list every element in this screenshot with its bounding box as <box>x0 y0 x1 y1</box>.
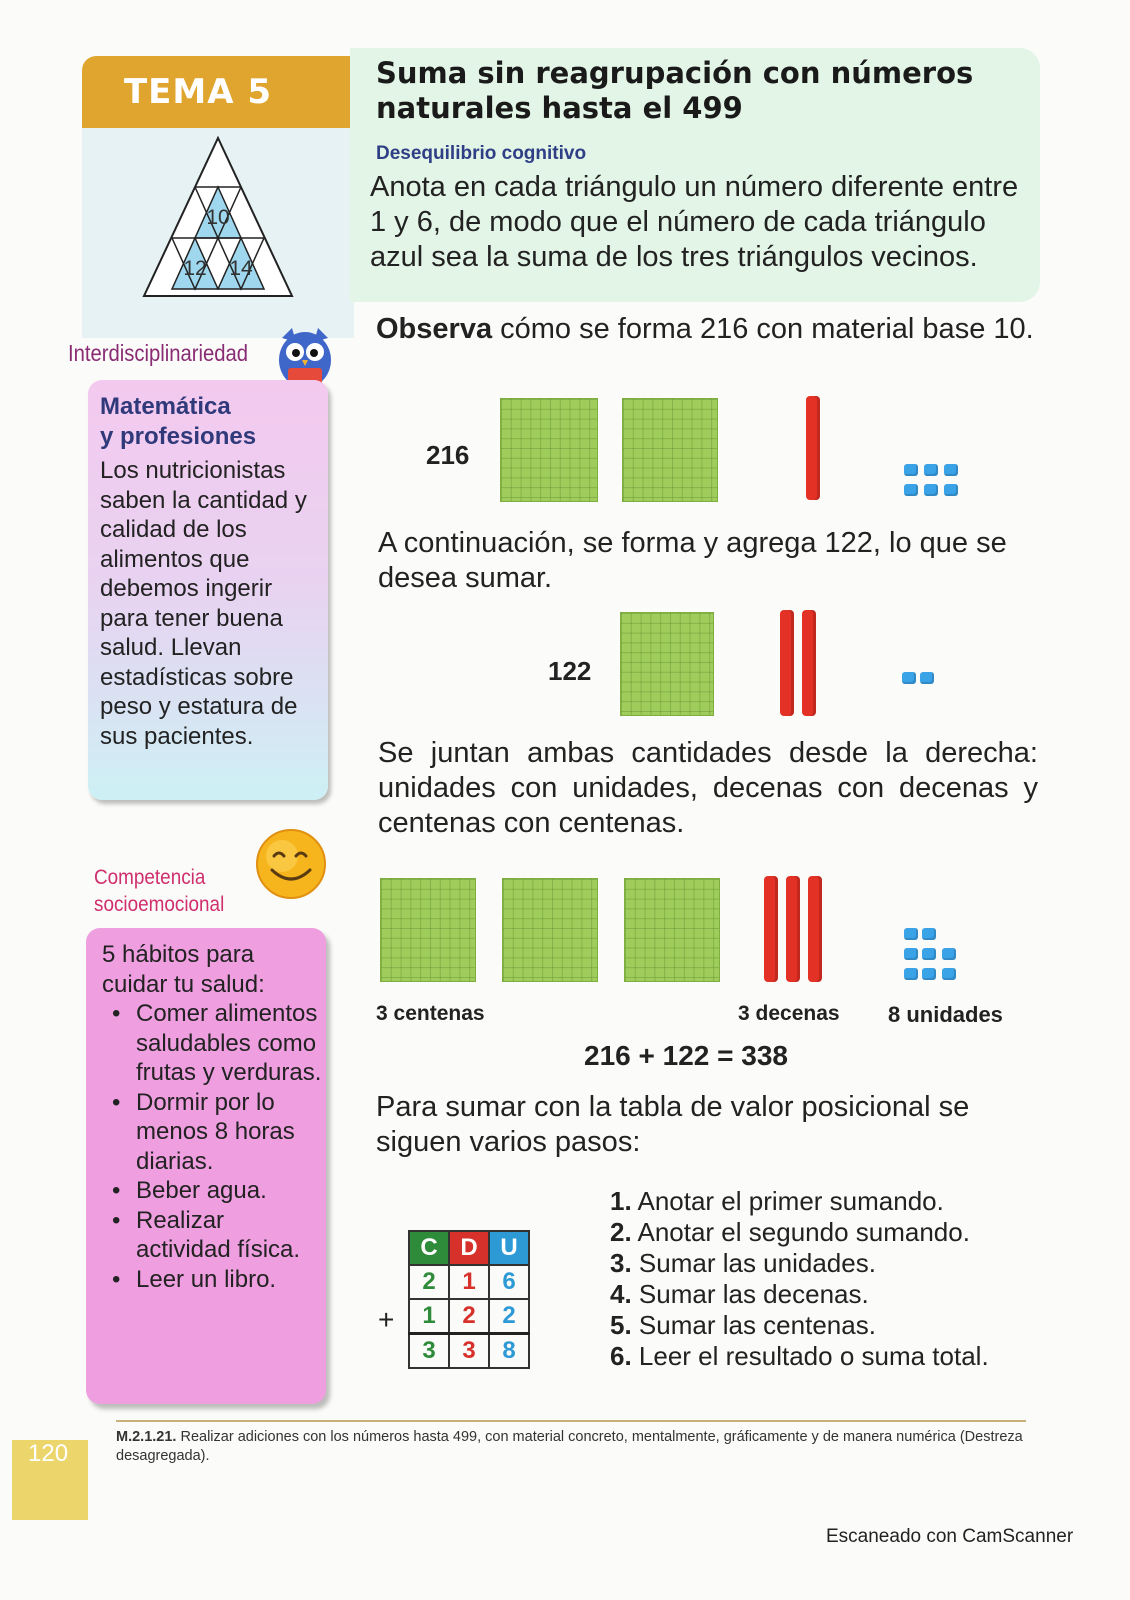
header-c: C <box>409 1231 449 1265</box>
step-item <box>610 1310 989 1341</box>
label-122: 122 <box>548 656 592 686</box>
unit-cube <box>924 484 938 496</box>
footer-standard <box>116 1428 1036 1466</box>
step-text: Anotar el primer sumando. <box>637 1186 944 1216</box>
table-row <box>409 1299 529 1334</box>
join-paragraph: Se juntan ambas cantidades desde la derecha: unidades con unidades, decenas con decenas y centenas con centenas. <box>378 737 1038 839</box>
footer-divider <box>116 1420 1026 1422</box>
triangle-number-left: 12 <box>183 257 207 280</box>
table-cell: 8 <box>489 1334 529 1369</box>
unit-cube <box>904 928 918 940</box>
competence-label-line1: Competencia <box>94 866 206 889</box>
tema-label: TEMA 5 <box>123 72 273 112</box>
footer-code: M.2.1.21. <box>116 1429 177 1445</box>
professions-title-line2: y profesiones <box>100 423 257 450</box>
unit-cube <box>942 968 956 980</box>
unit-cube <box>904 464 918 476</box>
step-item <box>610 1341 989 1372</box>
ten-rod <box>764 876 778 982</box>
table-cell: 2 <box>449 1299 489 1334</box>
table-row <box>409 1265 529 1299</box>
section-subtitle: Desequilibrio cognitivo <box>376 143 587 164</box>
intro-paragraph: Anota en cada triángulo un número diferente entre 1 y 6, de modo que el número de cada triángulo azul sea la suma de los tres triángulos vecinos. <box>370 171 1019 273</box>
label-decenas: 3 decenas <box>738 1002 840 1025</box>
equation: 216 + 122 = 338 <box>584 1040 788 1071</box>
ten-rod <box>806 396 820 500</box>
triangle-number-right: 14 <box>229 257 253 280</box>
label-centenas: 3 centenas <box>376 1002 485 1025</box>
step-text: Anotar el segundo sumando. <box>637 1217 970 1247</box>
step-text: Leer el resultado o suma total. <box>638 1341 989 1371</box>
unit-cube <box>902 672 916 684</box>
table-cell: 2 <box>409 1265 449 1299</box>
table-cell: 1 <box>449 1265 489 1299</box>
observe-rest: cómo se forma 216 con material base 10. <box>492 313 1034 345</box>
habits-list <box>102 999 322 1294</box>
habit-item: • Beber agua. <box>102 1176 322 1206</box>
step-text: Sumar las decenas. <box>638 1279 869 1309</box>
ten-rod <box>786 876 800 982</box>
page-title-line1: Suma sin reagrupación con números <box>376 56 974 90</box>
continue-paragraph: A continuación, se forma y agrega 122, lo que se desea sumar. <box>378 527 1007 594</box>
unit-cube <box>944 484 958 496</box>
ten-rod <box>802 610 816 716</box>
table-intro-paragraph: Para sumar con la tabla de valor posicional se siguen varios pasos: <box>376 1091 970 1158</box>
step-item <box>610 1248 989 1279</box>
habit-item: • Realizar actividad física. <box>102 1206 322 1265</box>
unit-cube <box>922 948 936 960</box>
unit-cube <box>922 928 936 940</box>
step-item <box>610 1279 989 1310</box>
hundred-block <box>500 398 598 502</box>
header-u: U <box>489 1231 529 1265</box>
table-header-row <box>409 1231 529 1265</box>
professions-title <box>100 392 256 452</box>
interdisciplinary-label: Interdisciplinariedad <box>68 340 249 366</box>
page-title <box>376 56 973 126</box>
habit-item: • Leer un libro. <box>102 1265 322 1295</box>
tema-header <box>82 56 354 128</box>
hundred-block <box>380 878 476 982</box>
professions-text: Los nutricionistas saben la cantidad y calidad de los alimentos que debemos ingerir para tener buena salud. Llevan estadísticas sobre peso y estatura de sus pacientes. <box>100 457 307 750</box>
unit-cube <box>942 948 956 960</box>
place-value-table <box>408 1230 530 1369</box>
unit-cube <box>904 484 918 496</box>
observe-paragraph <box>376 312 1036 347</box>
step-number: 6. <box>610 1341 632 1371</box>
label-216: 216 <box>426 440 470 470</box>
unit-cube <box>920 672 934 684</box>
ten-rod <box>780 610 794 716</box>
table-cell: 1 <box>409 1299 449 1334</box>
footer-text: Realizar adiciones con los números hasta 499, con material concreto, mentalmente, gráficamente y de manera numérica (Destreza desagregada). <box>116 1429 1023 1464</box>
table-cell: 3 <box>449 1334 489 1369</box>
page-number: 120 <box>28 1440 69 1467</box>
table-cell: 6 <box>489 1265 529 1299</box>
table-cell: 2 <box>489 1299 529 1334</box>
step-number: 1. <box>610 1186 632 1216</box>
step-number: 3. <box>610 1248 632 1278</box>
ten-rod <box>808 876 822 982</box>
header-d: D <box>449 1231 489 1265</box>
competence-label-line2: socioemocional <box>94 893 225 916</box>
plus-sign: + <box>378 1304 395 1335</box>
habit-item: • Dormir por lo menos 8 horas diarias. <box>102 1088 322 1177</box>
observe-bold: Observa <box>376 313 493 345</box>
step-text: Sumar las centenas. <box>638 1310 876 1340</box>
step-number: 4. <box>610 1279 632 1309</box>
habits-text <box>102 940 322 1294</box>
hundred-block <box>622 398 718 502</box>
step-item <box>610 1217 989 1248</box>
unit-cube <box>904 948 918 960</box>
step-number: 2. <box>610 1217 632 1247</box>
unit-cube <box>944 464 958 476</box>
unit-cube <box>924 464 938 476</box>
unit-cube <box>922 968 936 980</box>
hundred-block <box>620 612 714 716</box>
habits-title: 5 hábitos para cuidar tu salud: <box>102 941 265 998</box>
unit-cube <box>904 968 918 980</box>
competence-label <box>94 864 224 918</box>
step-item <box>610 1186 989 1217</box>
triangle-number-top: 10 <box>206 206 230 229</box>
step-text: Sumar las unidades. <box>638 1248 876 1278</box>
step-number: 5. <box>610 1310 632 1340</box>
hundred-block <box>624 878 720 982</box>
steps-list <box>610 1186 989 1372</box>
scanner-watermark: Escaneado con CamScanner <box>826 1526 1074 1547</box>
table-cell: 3 <box>409 1334 449 1369</box>
hundred-block <box>502 878 598 982</box>
table-result-row <box>409 1334 529 1369</box>
habit-item: • Comer alimentos saludables como frutas y verduras. <box>102 999 322 1088</box>
label-unidades: 8 unidades <box>888 1002 1003 1027</box>
triangle-puzzle <box>140 134 300 300</box>
smiley-face-icon <box>254 826 328 902</box>
page-title-line2: naturales hasta el 499 <box>376 91 743 125</box>
professions-title-line1: Matemática <box>100 393 231 420</box>
